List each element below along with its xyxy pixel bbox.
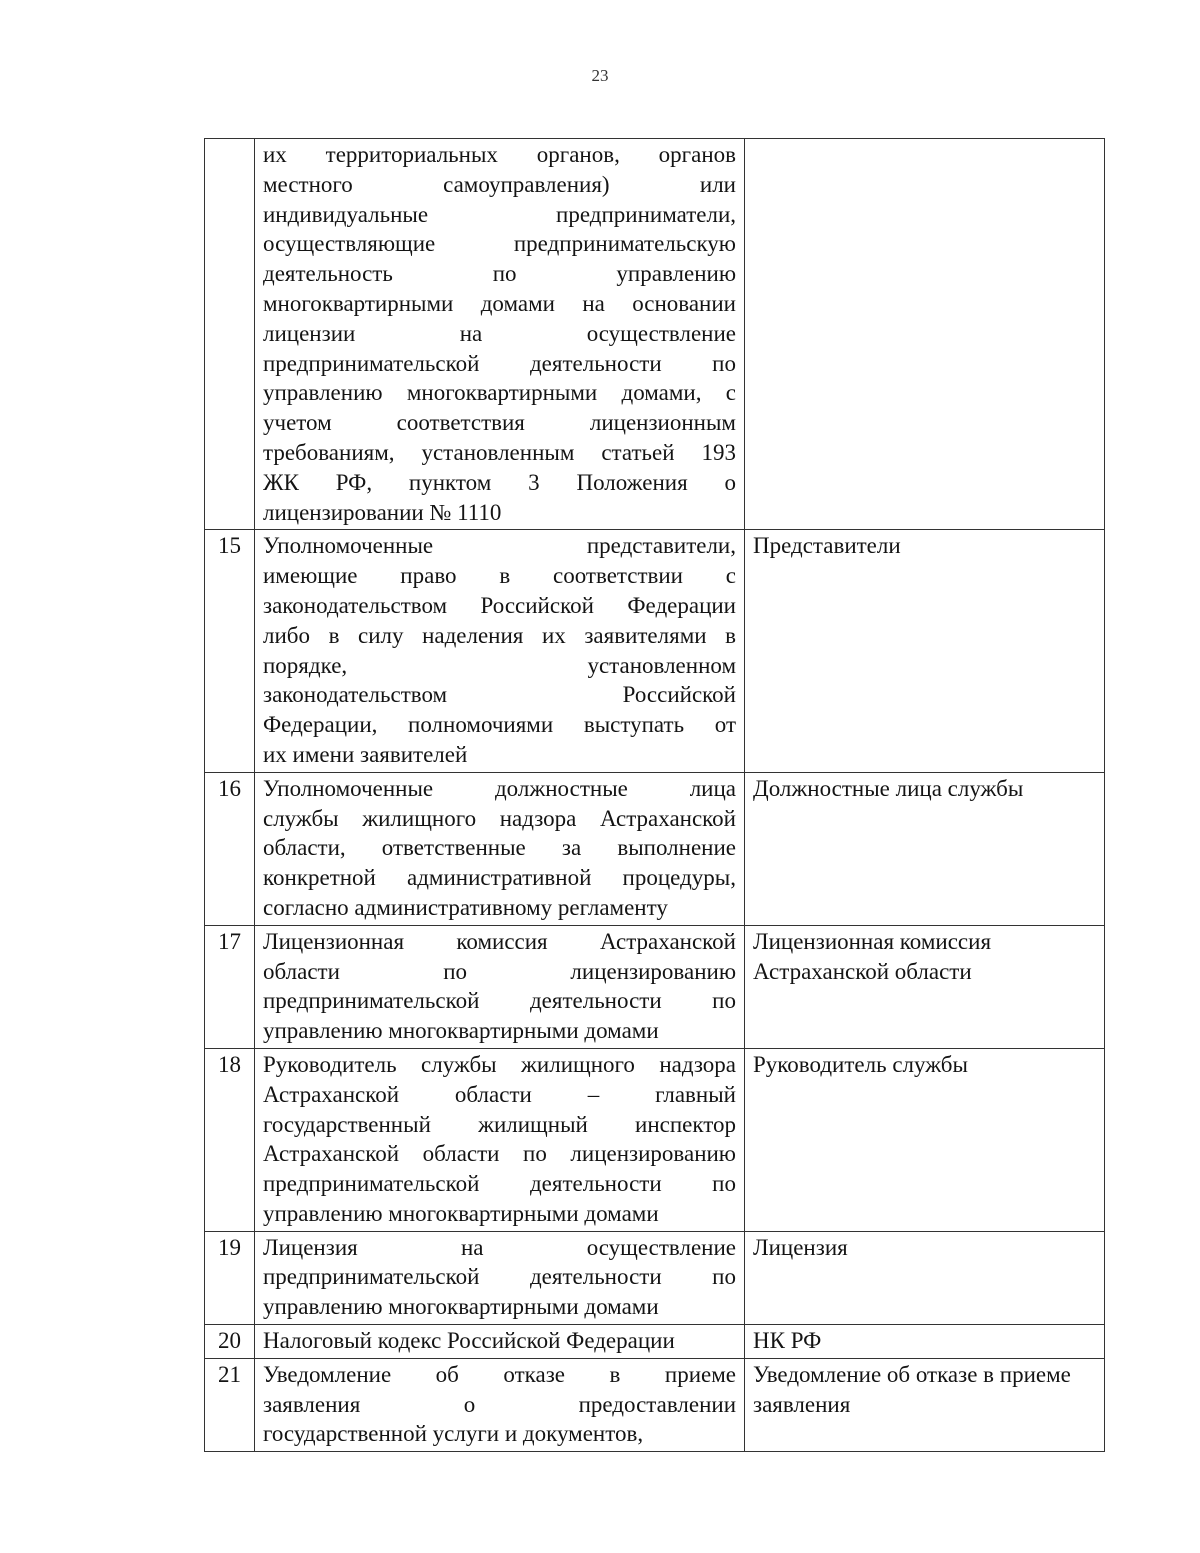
table-row <box>205 1231 1105 1324</box>
table-row <box>205 772 1105 925</box>
terms-table <box>204 138 1105 1452</box>
term-line: государственный жилищный инспектор <box>263 1111 736 1137</box>
term-line: Руководитель службы жилищного надзора <box>263 1051 736 1077</box>
terms-table-body <box>205 139 1105 1452</box>
row-number: 20 <box>205 1325 255 1359</box>
term-line: Уполномоченные представители, <box>263 533 736 559</box>
row-number: 18 <box>205 1048 255 1231</box>
term-cell <box>255 925 745 1048</box>
term-line: Астраханской области по лицензированию <box>263 1141 736 1167</box>
table-row <box>205 139 1105 530</box>
table-row <box>205 530 1105 772</box>
term-line: требованиям, установленным статьей 193 <box>263 439 736 465</box>
term-line: службы жилищного надзора Астраханской <box>263 805 736 831</box>
term-line: Уведомление об отказе в приеме <box>263 1361 736 1387</box>
term-line: учетом соответствия лицензионным <box>263 410 736 436</box>
term-line: предпринимательской деятельности по <box>263 988 736 1014</box>
abbreviation-cell: Должностные лица службы <box>745 772 1105 925</box>
term-line: законодательством Российской Федерации <box>263 592 736 618</box>
term-line: порядке, установленном <box>263 652 736 678</box>
term-line: Астраханской области – главный <box>263 1081 736 1107</box>
term-line: индивидуальные предприниматели, <box>263 201 736 227</box>
term-line: Лицензионная комиссия Астраханской <box>263 928 736 954</box>
term-line: предпринимательской деятельности по <box>263 350 736 376</box>
row-number: 15 <box>205 530 255 772</box>
term-line: либо в силу наделения их заявителями в <box>263 622 736 648</box>
term-line: конкретной административной процедуры, <box>263 865 736 891</box>
row-number: 17 <box>205 925 255 1048</box>
term-line: Налоговый кодекс Российской Федерации <box>263 1328 675 1354</box>
term-cell <box>255 1325 745 1359</box>
table-row <box>205 1325 1105 1359</box>
abbreviation-cell <box>745 139 1105 530</box>
term-cell <box>255 1231 745 1324</box>
term-cell <box>255 772 745 925</box>
term-line: согласно административному регламенту <box>263 894 668 920</box>
term-line: Уполномоченные должностные лица <box>263 775 736 801</box>
term-line: их территориальных органов, органов <box>263 142 736 167</box>
table-row <box>205 1048 1105 1231</box>
term-line: управлению многоквартирными домами, с <box>263 380 736 406</box>
row-number <box>205 139 255 530</box>
term-line: деятельность по управлению <box>263 261 736 287</box>
abbreviation-cell: Руководитель службы <box>745 1048 1105 1231</box>
abbreviation-cell: Уведомление об отказе в приеме заявления <box>745 1358 1105 1451</box>
term-line: Федерации, полномочиями выступать от <box>263 712 736 738</box>
term-line: многоквартирными домами на основании <box>263 290 736 316</box>
term-line: предпринимательской деятельности по <box>263 1264 736 1290</box>
term-line: управлению многоквартирными домами <box>263 1200 659 1226</box>
term-line: области по лицензированию <box>263 958 736 984</box>
table-row <box>205 1358 1105 1451</box>
term-line: Лицензия на осуществление <box>263 1234 736 1260</box>
term-cell <box>255 530 745 772</box>
term-line: управлению многоквартирными домами <box>263 1294 659 1320</box>
abbreviation-cell: Представители <box>745 530 1105 772</box>
term-line: имеющие право в соответствии с <box>263 563 736 589</box>
abbreviation-cell: Лицензия <box>745 1231 1105 1324</box>
term-line: управлению многоквартирными домами <box>263 1018 659 1044</box>
term-line: предпринимательской деятельности по <box>263 1171 736 1197</box>
term-line: лицензии на осуществление <box>263 320 736 346</box>
row-number: 19 <box>205 1231 255 1324</box>
row-number: 16 <box>205 772 255 925</box>
table-row <box>205 925 1105 1048</box>
abbreviation-cell: НК РФ <box>745 1325 1105 1359</box>
term-line: государственной услуги и документов, <box>263 1421 644 1447</box>
term-cell <box>255 1048 745 1231</box>
abbreviation-cell: Лицензионная комиссия Астраханской области <box>745 925 1105 1048</box>
term-line: ЖК РФ, пунктом 3 Положения о <box>263 469 736 495</box>
page-number: 23 <box>591 66 609 85</box>
term-cell <box>255 1358 745 1451</box>
term-line: области, ответственные за выполнение <box>263 835 736 861</box>
term-line: законодательством Российской <box>263 682 736 708</box>
term-line: заявления о предоставлении <box>263 1391 736 1417</box>
term-line: их имени заявителей <box>263 741 468 767</box>
term-line: местного самоуправления) или <box>263 171 736 197</box>
row-number: 21 <box>205 1358 255 1451</box>
term-line: лицензировании № 1110 <box>263 499 502 525</box>
term-line: осуществляющие предпринимательскую <box>263 231 736 257</box>
term-cell <box>255 139 745 530</box>
